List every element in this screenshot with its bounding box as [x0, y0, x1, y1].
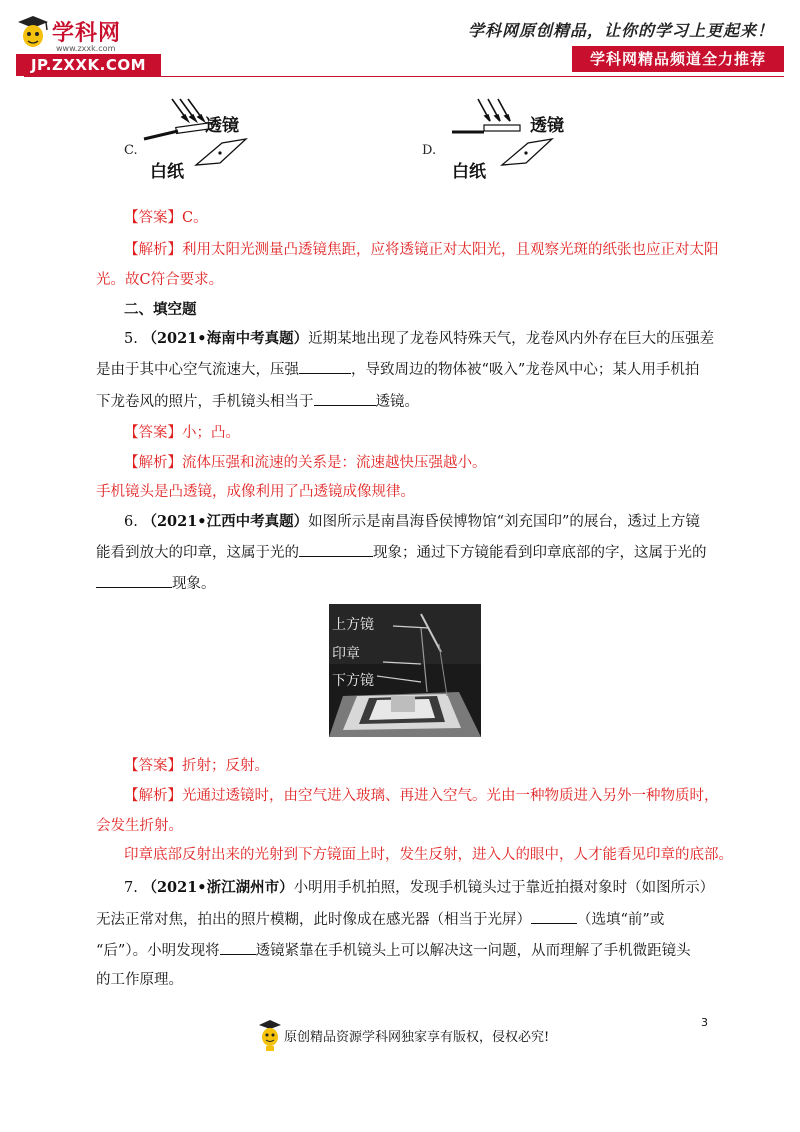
- q5-blank-1[interactable]: [299, 359, 351, 374]
- q5-text-2a: 是由于其中心空气流速大，压强: [96, 362, 299, 378]
- photo-label-seal: 印章: [332, 646, 360, 662]
- q6-blank-1[interactable]: [299, 542, 373, 557]
- q7-line2: [96, 909, 664, 930]
- q7-line3: [96, 940, 691, 961]
- logo-banner: JP.ZXXK.COM: [16, 54, 161, 76]
- q6-blank-2[interactable]: [96, 573, 172, 588]
- q4-analysis-line1: 【解析】利用太阳光测量凸透镜焦距，应将透镜正对太阳光，且观察光斑的纸张也应正对太阳: [124, 242, 719, 258]
- mascot-icon: [16, 14, 50, 52]
- q6-line1: [124, 512, 700, 532]
- q5-line1: [124, 329, 714, 349]
- q6-analysis-line1: 【解析】光通过透镜时，由空气进入玻璃、再进入空气。光由一种物质进入另外一种物质时，: [124, 788, 719, 804]
- header-divider: [24, 76, 784, 77]
- q4-analysis-line2: 光。故C符合要求。: [96, 272, 224, 288]
- q7-line1: [124, 878, 714, 898]
- option-d-lens-label: 透镜: [530, 116, 564, 136]
- q5-answer: 【答案】小；凸。: [124, 425, 240, 441]
- logo-url: www.zxxk.com: [56, 44, 116, 53]
- q6-source: （2021•江西中考真题）: [142, 513, 309, 530]
- q7-blank-1[interactable]: [531, 909, 577, 924]
- q5-text-2b: ，导致周边的物体被“吸入”龙卷风中心；某人用手机拍: [351, 362, 700, 378]
- q6-text-1: 如图所示是南昌海昏侯博物馆“刘充国印”的展台，透过上方镜: [308, 514, 700, 530]
- q5-line3: [96, 391, 419, 412]
- q6-number: 6.: [124, 514, 138, 530]
- q6-answer: 【答案】折射；反射。: [124, 758, 269, 774]
- q6-line2: [96, 542, 707, 563]
- section-title: 二、填空题: [124, 302, 197, 318]
- q6-analysis-line2: 会发生折射。: [96, 818, 183, 834]
- photo-label-upper-mirror: 上方镜: [332, 617, 374, 633]
- option-c-label: C.: [124, 143, 138, 158]
- q7-number: 7.: [124, 880, 138, 896]
- q7-text-2b: （选填“前”或: [577, 912, 665, 928]
- option-c-paper-label: 白纸: [150, 162, 184, 182]
- q7-source: （2021•浙江湖州市）: [142, 879, 294, 896]
- photo-label-lower-mirror: 下方镜: [332, 673, 374, 689]
- header-slogan: 学科网原创精品，让你的学习上更起来！: [467, 21, 774, 40]
- page-header: [0, 0, 800, 80]
- q5-source: （2021•海南中考真题）: [142, 330, 309, 347]
- q7-text-1: 小明用手机拍照，发现手机镜头过于靠近拍摄对象时（如图所示）: [293, 880, 715, 896]
- q6-text-2b: 现象；通过下方镜能看到印章底部的字，这属于光的: [373, 545, 707, 561]
- page-number: 3: [701, 1016, 708, 1029]
- q6-text-3b: 现象。: [172, 576, 216, 592]
- q5-text-3a: 下龙卷风的照片，手机镜头相当于: [96, 394, 314, 410]
- q5-blank-2[interactable]: [314, 391, 376, 406]
- q5-analysis-line2: 手机镜头是凸透镜，成像利用了凸透镜成像规律。: [96, 484, 415, 500]
- mascot-icon: [258, 1018, 282, 1052]
- logo-text: 学科网: [52, 21, 122, 46]
- q5-analysis-line1: 【解析】流体压强和流速的关系是：流速越快压强越小。: [124, 455, 487, 471]
- q7-line4: 的工作原理。: [96, 972, 183, 988]
- zxxk-logo[interactable]: [16, 14, 161, 74]
- q6-text-2a: 能看到放大的印章，这属于光的: [96, 545, 299, 561]
- q6-line3: [96, 573, 216, 594]
- recommend-banner: 学科网精品频道全力推荐: [572, 46, 784, 72]
- q5-text-1: 近期某地出现了龙卷风特殊天气，龙卷风内外存在巨大的压强差: [308, 331, 715, 347]
- q7-text-2a: 无法正常对焦，拍出的照片模糊，此时像成在感光器（相当于光屏）: [96, 912, 531, 928]
- q5-text-3b: 透镜。: [375, 394, 419, 410]
- q7-text-3a: “后”）。小明发现将: [96, 943, 220, 959]
- copyright-notice: 原创精品资源学科网独家享有版权，侵权必究!: [284, 1030, 550, 1045]
- page-footer: [258, 1018, 618, 1058]
- option-d-paper-label: 白纸: [452, 162, 486, 182]
- q5-number: 5.: [124, 331, 138, 347]
- q6-analysis-line3: 印章底部反射出来的光射到下方镜面上时，发生反射，进入人的眼中，人才能看见印章的底部。: [124, 847, 733, 863]
- q7-text-3b: 透镜紧靠在手机镜头上可以解决这一问题，从而理解了手机微距镜头: [255, 943, 691, 959]
- q5-line2: [96, 359, 699, 380]
- q7-blank-2[interactable]: [220, 940, 256, 955]
- option-d-label: D.: [422, 143, 437, 158]
- option-c-lens-label: 透镜: [205, 116, 239, 136]
- q4-answer: 【答案】C。: [124, 210, 208, 226]
